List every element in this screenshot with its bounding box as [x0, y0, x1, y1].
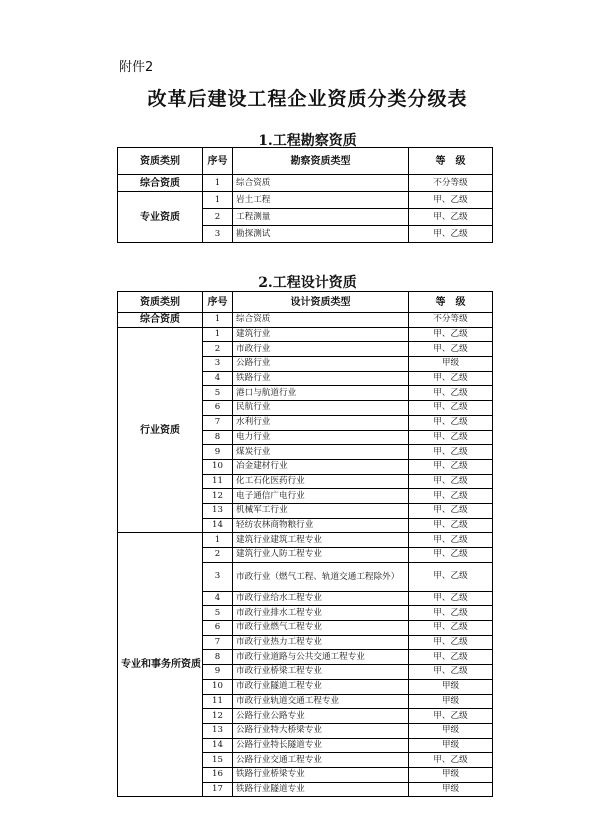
row-number-cell: 15: [203, 753, 233, 768]
grade-cell: 甲、乙级: [409, 548, 493, 563]
type-cell: 铁路行业隧道专业: [233, 782, 409, 797]
type-cell: 综合资质: [233, 313, 409, 328]
type-cell: 公路行业特长隧道专业: [233, 738, 409, 753]
type-cell: 水利行业: [233, 415, 409, 430]
type-cell: 机械军工行业: [233, 503, 409, 518]
row-number-cell: 4: [203, 591, 233, 606]
table-row: [118, 175, 493, 192]
type-cell: 市政行业热力工程专业: [233, 635, 409, 650]
grade-cell: 甲、乙级: [409, 621, 493, 636]
grade-cell: 甲、乙级: [409, 327, 493, 342]
grade-cell: 甲、乙级: [409, 226, 493, 243]
grade-cell: 甲级: [409, 694, 493, 709]
type-cell: 市政行业隧道工程专业: [233, 679, 409, 694]
row-number-cell: 11: [203, 474, 233, 489]
grade-cell: 甲、乙级: [409, 753, 493, 768]
grade-cell: 甲、乙级: [409, 503, 493, 518]
row-number-cell: 14: [203, 738, 233, 753]
type-cell: 民航行业: [233, 401, 409, 416]
type-cell: 勘探测试: [233, 226, 409, 243]
header-category: 资质类别: [118, 292, 203, 313]
category-cell: 专业资质: [118, 192, 203, 243]
type-cell: 市政行业道路与公共交通工程专业: [233, 650, 409, 665]
row-number-cell: 9: [203, 445, 233, 460]
category-cell: 综合资质: [118, 175, 203, 192]
design-qualification-table: [117, 291, 493, 797]
row-number-cell: 3: [203, 357, 233, 372]
row-number-cell: 6: [203, 401, 233, 416]
row-number-cell: 5: [203, 606, 233, 621]
category-cell: 综合资质: [118, 313, 203, 328]
grade-cell: 甲、乙级: [409, 562, 493, 591]
type-cell: 市政行业给水工程专业: [233, 591, 409, 606]
type-cell: 化工石化医药行业: [233, 474, 409, 489]
grade-cell: 甲级: [409, 782, 493, 797]
grade-cell: 甲、乙级: [409, 459, 493, 474]
grade-cell: 甲、乙级: [409, 606, 493, 621]
type-cell: 公路行业特大桥梁专业: [233, 723, 409, 738]
grade-cell: 甲、乙级: [409, 533, 493, 548]
type-cell: 综合资质: [233, 175, 409, 192]
grade-cell: 甲、乙级: [409, 342, 493, 357]
type-cell: 煤炭行业: [233, 445, 409, 460]
type-cell: 建筑行业建筑工程专业: [233, 533, 409, 548]
section2-title: 2.工程设计资质: [258, 275, 357, 291]
type-cell: 轻纺农林商物粮行业: [233, 518, 409, 533]
row-number-cell: 4: [203, 371, 233, 386]
row-number-cell: 10: [203, 679, 233, 694]
table-header-row: [118, 148, 493, 175]
row-number-cell: 9: [203, 665, 233, 680]
grade-cell: 甲、乙级: [409, 709, 493, 724]
type-cell: 市政行业桥梁工程专业: [233, 665, 409, 680]
category-cell: 行业资质: [118, 327, 203, 533]
type-cell: 市政行业轨道交通工程专业: [233, 694, 409, 709]
type-cell: 冶金建材行业: [233, 459, 409, 474]
category-cell: 专业和事务所资质: [118, 533, 203, 797]
row-number-cell: 1: [203, 175, 233, 192]
grade-cell: 甲、乙级: [409, 650, 493, 665]
row-number-cell: 6: [203, 621, 233, 636]
row-number-cell: 16: [203, 767, 233, 782]
table-header-row: [118, 292, 493, 313]
type-cell: 市政行业燃气工程专业: [233, 621, 409, 636]
row-number-cell: 8: [203, 650, 233, 665]
row-number-cell: 2: [203, 548, 233, 563]
header-grade: 等 级: [409, 292, 493, 313]
row-number-cell: 7: [203, 415, 233, 430]
row-number-cell: 13: [203, 503, 233, 518]
row-number-cell: 1: [203, 192, 233, 209]
row-number-cell: 17: [203, 782, 233, 797]
grade-cell: 甲级: [409, 723, 493, 738]
grade-cell: 甲级: [409, 767, 493, 782]
type-cell: 岩土工程: [233, 192, 409, 209]
type-cell: 公路行业: [233, 357, 409, 372]
grade-cell: 甲级: [409, 357, 493, 372]
grade-cell: 甲、乙级: [409, 489, 493, 504]
section1-title: 1.工程勘察资质: [258, 133, 357, 149]
row-number-cell: 1: [203, 533, 233, 548]
type-cell: 市政行业: [233, 342, 409, 357]
type-cell: 公路行业公路专业: [233, 709, 409, 724]
grade-cell: 甲级: [409, 679, 493, 694]
survey-qualification-table: [117, 147, 493, 243]
grade-cell: 甲、乙级: [409, 665, 493, 680]
grade-cell: 甲、乙级: [409, 518, 493, 533]
grade-cell: 甲、乙级: [409, 635, 493, 650]
type-cell: 电力行业: [233, 430, 409, 445]
grade-cell: 甲、乙级: [409, 192, 493, 209]
header-grade: 等 级: [409, 148, 493, 175]
header-type: 勘察资质类型: [233, 148, 409, 175]
grade-cell: 甲级: [409, 738, 493, 753]
row-number-cell: 1: [203, 313, 233, 328]
header-type: 设计资质类型: [233, 292, 409, 313]
type-cell: 公路行业交通工程专业: [233, 753, 409, 768]
grade-cell: 甲、乙级: [409, 386, 493, 401]
header-category: 资质类别: [118, 148, 203, 175]
grade-cell: 不分等级: [409, 313, 493, 328]
grade-cell: 甲、乙级: [409, 430, 493, 445]
row-number-cell: 1: [203, 327, 233, 342]
grade-cell: 甲、乙级: [409, 401, 493, 416]
table-row: [118, 313, 493, 328]
type-cell: 市政行业（燃气工程、轨道交通工程除外）: [233, 562, 409, 591]
grade-cell: 甲、乙级: [409, 209, 493, 226]
row-number-cell: 10: [203, 459, 233, 474]
row-number-cell: 8: [203, 430, 233, 445]
table-row: [118, 192, 493, 209]
row-number-cell: 2: [203, 342, 233, 357]
grade-cell: 甲、乙级: [409, 415, 493, 430]
row-number-cell: 5: [203, 386, 233, 401]
type-cell: 市政行业排水工程专业: [233, 606, 409, 621]
row-number-cell: 3: [203, 226, 233, 243]
table-row: [118, 327, 493, 342]
header-number: 序号: [203, 292, 233, 313]
grade-cell: 不分等级: [409, 175, 493, 192]
header-number: 序号: [203, 148, 233, 175]
grade-cell: 甲、乙级: [409, 474, 493, 489]
row-number-cell: 11: [203, 694, 233, 709]
type-cell: 建筑行业: [233, 327, 409, 342]
type-cell: 工程测量: [233, 209, 409, 226]
row-number-cell: 14: [203, 518, 233, 533]
type-cell: 电子通信广电行业: [233, 489, 409, 504]
row-number-cell: 12: [203, 709, 233, 724]
attachment-label: 附件2: [119, 60, 154, 75]
grade-cell: 甲、乙级: [409, 591, 493, 606]
type-cell: 铁路行业: [233, 371, 409, 386]
type-cell: 港口与航道行业: [233, 386, 409, 401]
row-number-cell: 12: [203, 489, 233, 504]
row-number-cell: 3: [203, 562, 233, 591]
row-number-cell: 7: [203, 635, 233, 650]
type-cell: 铁路行业桥梁专业: [233, 767, 409, 782]
type-cell: 建筑行业人防工程专业: [233, 548, 409, 563]
row-number-cell: 2: [203, 209, 233, 226]
grade-cell: 甲、乙级: [409, 371, 493, 386]
grade-cell: 甲、乙级: [409, 445, 493, 460]
table-row: [118, 533, 493, 548]
document-title: 改革后建设工程企业资质分类分级表: [147, 88, 468, 110]
row-number-cell: 13: [203, 723, 233, 738]
